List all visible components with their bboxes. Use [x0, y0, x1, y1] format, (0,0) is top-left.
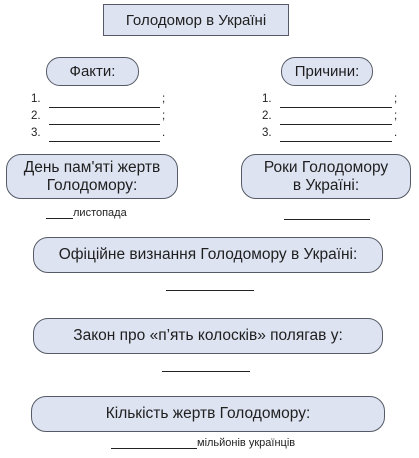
facts-item-punct: . — [162, 127, 166, 139]
facts-item-3 — [31, 125, 165, 142]
victims-label: Кількість жертв Голодомору: — [105, 405, 311, 422]
years-answer-blank[interactable] — [284, 219, 370, 220]
memorial-day-answer-suffix: листопада — [73, 207, 127, 219]
years-label-line1: Роки Голодомору — [263, 158, 389, 176]
facts-answer-blank[interactable] — [49, 113, 160, 125]
years-label-line2: в Україні: — [292, 176, 360, 194]
page-title — [103, 4, 289, 36]
causes-item-punct: . — [394, 127, 398, 139]
causes-item-1 — [262, 91, 397, 108]
causes-item-number: 1. — [262, 93, 272, 105]
causes-heading — [281, 57, 373, 86]
facts-heading — [46, 57, 139, 86]
official-recognition-heading — [33, 237, 383, 273]
official-recognition-label: Офіційне визнання Голодомору в Україні: — [58, 246, 358, 263]
facts-item-number: 1. — [31, 93, 41, 105]
facts-answer-blank[interactable] — [49, 96, 160, 108]
law-label: Закон про «п’ять колосків» полягав у: — [73, 327, 343, 344]
causes-item-number: 3. — [262, 127, 272, 139]
causes-answer-blank[interactable] — [280, 113, 392, 125]
causes-heading-label: Причини: — [294, 63, 360, 80]
facts-item-1 — [31, 91, 165, 108]
causes-answer-blank[interactable] — [280, 130, 392, 142]
facts-item-2 — [31, 108, 165, 125]
facts-list — [31, 91, 165, 142]
victims-answer-blank[interactable] — [111, 448, 197, 449]
causes-item-number: 2. — [262, 110, 272, 122]
official-recognition-answer-blank[interactable] — [166, 290, 254, 291]
facts-item-punct: ; — [162, 110, 166, 122]
causes-answer-blank[interactable] — [280, 96, 392, 108]
memorial-day-label-line2: Голодомору: — [46, 176, 138, 194]
law-heading — [33, 318, 383, 354]
facts-answer-blank[interactable] — [49, 130, 160, 142]
facts-item-number: 3. — [31, 127, 41, 139]
causes-item-punct: ; — [394, 110, 398, 122]
victims-answer-suffix: мільйонів українців — [197, 437, 296, 449]
page-title-text: Голодомор в Україні — [125, 11, 267, 29]
facts-item-number: 2. — [31, 110, 41, 122]
causes-item-2 — [262, 108, 397, 125]
victims-heading — [31, 396, 385, 432]
facts-item-punct: ; — [162, 93, 166, 105]
years-heading — [241, 154, 411, 199]
memorial-day-heading — [6, 154, 178, 199]
causes-item-3 — [262, 125, 397, 142]
causes-list — [262, 91, 397, 142]
facts-heading-label: Факти: — [69, 63, 116, 80]
memorial-day-label-line1: День пам'яті жертв — [23, 158, 161, 176]
memorial-day-answer-blank[interactable] — [46, 218, 73, 219]
law-answer-blank[interactable] — [162, 371, 250, 372]
causes-item-punct: ; — [394, 93, 398, 105]
